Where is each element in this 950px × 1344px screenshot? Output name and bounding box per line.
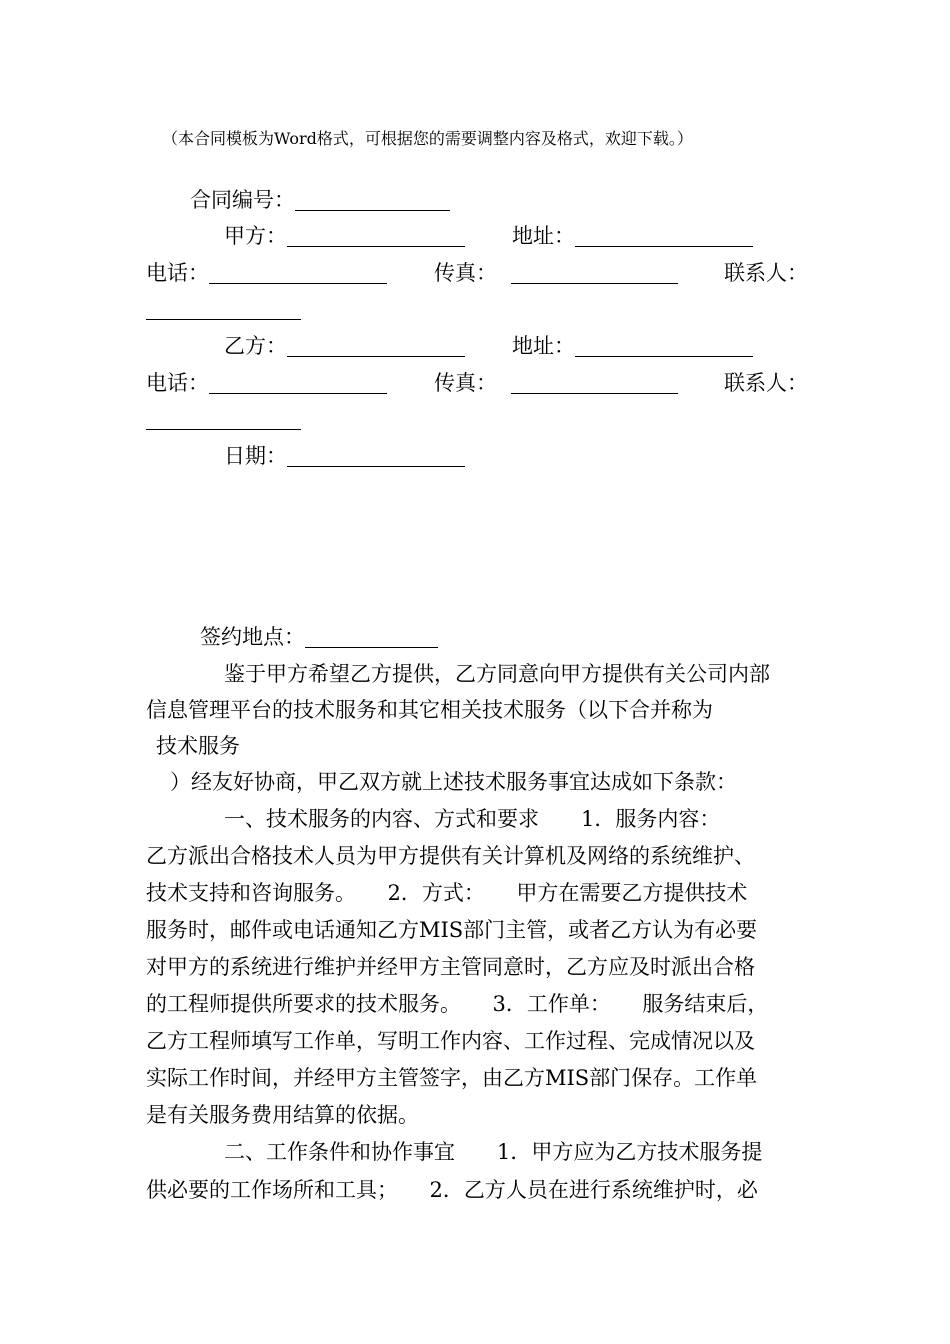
body-line-13: 是有关服务费用结算的依据。 (146, 1103, 419, 1127)
party-b-address-field[interactable] (575, 336, 753, 357)
sign-place-row (200, 624, 438, 650)
party-b-phone-label: 电话： (146, 371, 209, 395)
party-b-contact-label: 联系人： (724, 371, 808, 395)
party-a-address-row (512, 223, 753, 249)
body-line-9: 对甲方的系统进行维护并经甲方主管同意时，乙方应及时派出合格 (146, 955, 755, 979)
party-a-contact-label: 联系人： (724, 261, 808, 285)
body-line-7: 技术支持和咨询服务。 2．方式： 甲方在需要乙方提供技术 (146, 881, 748, 905)
body-line-12: 实际工作时间，并经甲方主管签字，由乙方MIS部门保存。工作单 (146, 1066, 758, 1090)
contract-number-field[interactable] (295, 190, 450, 211)
party-b-contact-field[interactable] (146, 409, 301, 430)
date-field[interactable] (287, 446, 465, 467)
date-label: 日期： (224, 444, 287, 468)
party-b-phone-field[interactable] (209, 373, 387, 394)
body-line-3: 技术服务 (156, 734, 240, 758)
contract-number-row (190, 187, 450, 213)
sign-place-field[interactable] (305, 627, 438, 648)
party-b-fax-row (434, 370, 678, 396)
body-line-11: 乙方工程师填写工作单，写明工作内容、工作过程、完成情况以及 (146, 1029, 755, 1053)
party-a-contact-row (146, 296, 301, 322)
body-line-4: ）经友好协商，甲乙双方就上述技术服务事宜达成如下条款： (170, 770, 737, 794)
party-a-field[interactable] (287, 226, 465, 247)
party-a-phone-label: 电话： (146, 261, 209, 285)
party-a-phone-row (146, 260, 387, 286)
party-a-fax-row (434, 260, 678, 286)
body-line-2: 信息管理平台的技术服务和其它相关技术服务（以下合并称为 (146, 698, 713, 722)
date-row (224, 443, 465, 469)
template-note: （本合同模板为Word格式，可根据您的需要调整内容及格式，欢迎下载。） (162, 129, 693, 148)
party-b-address-row (512, 333, 753, 359)
section-2-heading: 二、工作条件和协作事宜 1．甲方应为乙方技术服务提 (224, 1140, 763, 1164)
party-b-phone-row (146, 370, 387, 396)
body-line-6: 乙方派出合格技术人员为甲方提供有关计算机及网络的系统维护、 (146, 844, 755, 868)
party-a-phone-field[interactable] (209, 263, 387, 284)
party-a-label: 甲方： (224, 224, 287, 248)
party-a-contact-field[interactable] (146, 299, 301, 320)
party-a-address-label: 地址： (512, 224, 575, 248)
body-line-8: 服务时，邮件或电话通知乙方MIS部门主管，或者乙方认为有必要 (146, 918, 758, 942)
party-b-label: 乙方： (224, 334, 287, 358)
party-b-field[interactable] (287, 336, 465, 357)
party-a-row (224, 223, 465, 249)
body-line-1: 鉴于甲方希望乙方提供，乙方同意向甲方提供有关公司内部 (224, 662, 770, 686)
sign-place-label: 签约地点： (200, 625, 305, 649)
party-b-address-label: 地址： (512, 334, 575, 358)
party-b-row (224, 333, 465, 359)
section-1-heading: 一、技术服务的内容、方式和要求 1．服务内容： (224, 807, 721, 831)
party-b-fax-field[interactable] (511, 373, 678, 394)
party-a-address-field[interactable] (575, 226, 753, 247)
body-line-10: 的工程师提供所要求的技术服务。 3．工作单： 服务结束后， (146, 992, 769, 1016)
party-b-contact-row (146, 406, 301, 432)
party-a-fax-field[interactable] (511, 263, 678, 284)
body-line-15: 供必要的工作场所和工具； 2．乙方人员在进行系统维护时，必 (146, 1178, 758, 1202)
party-b-fax-label: 传真： (434, 371, 497, 395)
party-a-fax-label: 传真： (434, 261, 497, 285)
contract-number-label: 合同编号： (190, 188, 295, 212)
